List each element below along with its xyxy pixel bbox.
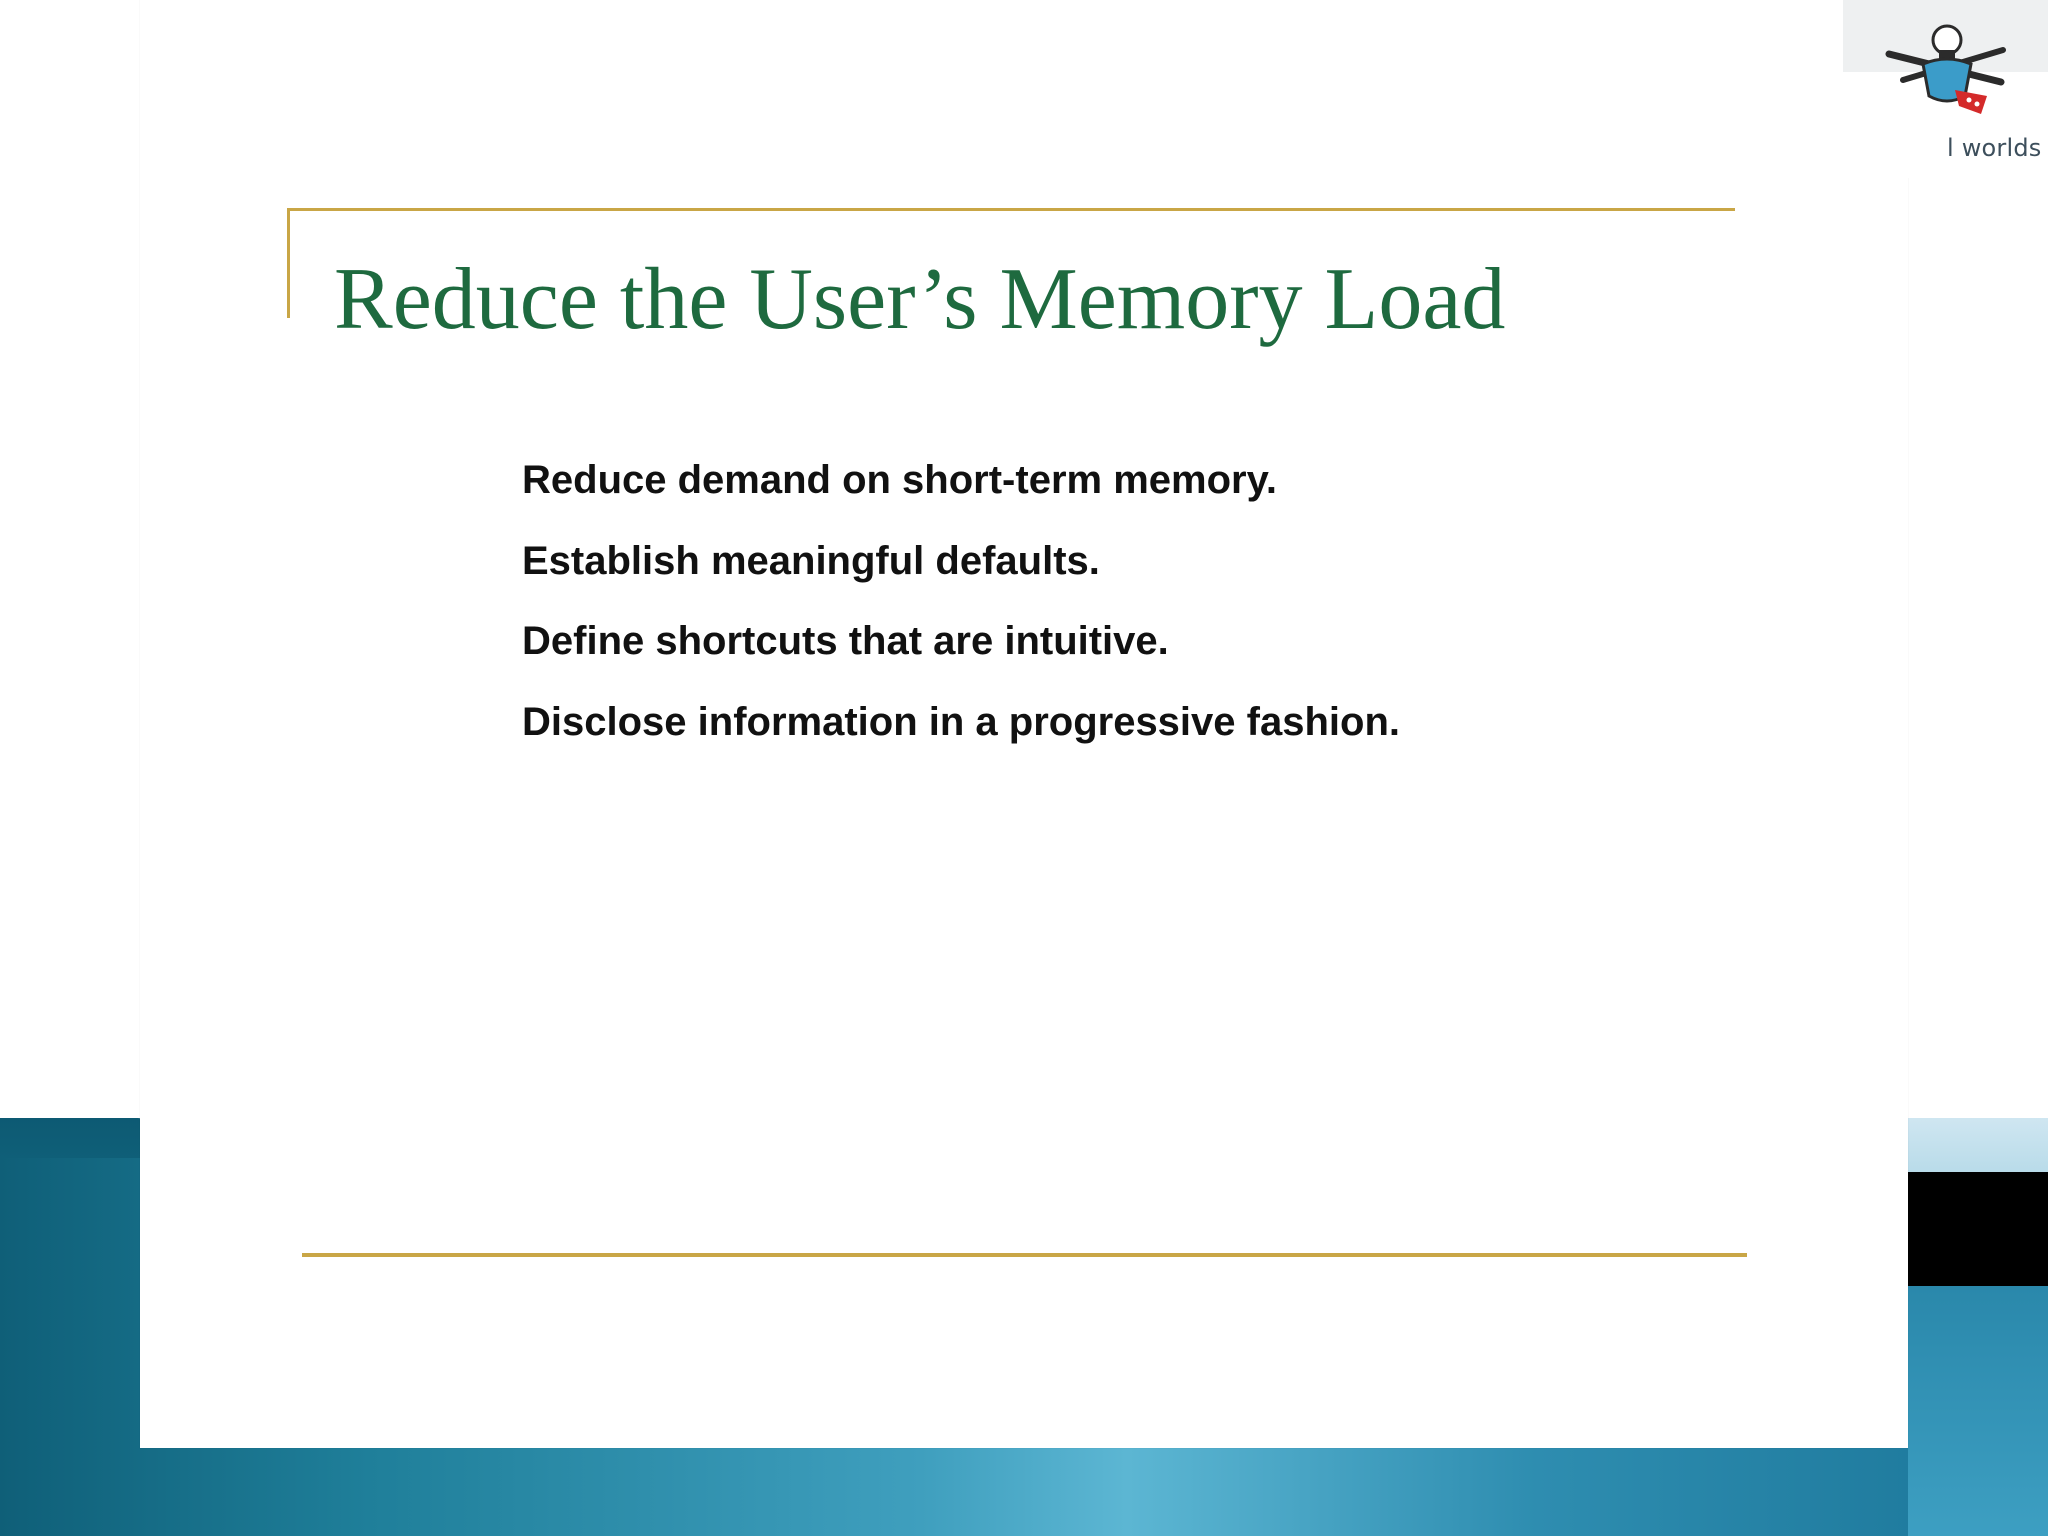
bullet-item: Establish meaningful defaults. bbox=[522, 538, 1100, 583]
bullet-item: Reduce demand on short-term memory. bbox=[522, 458, 1277, 502]
bullet-item: Disclose information in a progressive fashion. bbox=[522, 699, 1400, 744]
background-wave-right-light bbox=[1908, 1118, 2048, 1174]
bullet-item: Define shortcuts that are intuitive. bbox=[522, 619, 1169, 663]
slide-title: Reduce the User’s Memory Load bbox=[334, 251, 1506, 348]
bottom-rule bbox=[302, 1253, 1747, 1257]
background-wave-right-dark bbox=[1908, 1172, 2048, 1290]
title-rule-top bbox=[287, 208, 1735, 211]
logo bbox=[1843, 0, 2048, 178]
background-wave-left-edge bbox=[0, 1118, 150, 1158]
bullet-list bbox=[522, 440, 1400, 762]
logo-text: l worlds bbox=[1947, 134, 2042, 162]
lightbulb-ninja-logo-icon bbox=[1883, 10, 2013, 130]
background-wave-right-bottom bbox=[1908, 1286, 2048, 1536]
title-rule-left bbox=[287, 208, 290, 318]
